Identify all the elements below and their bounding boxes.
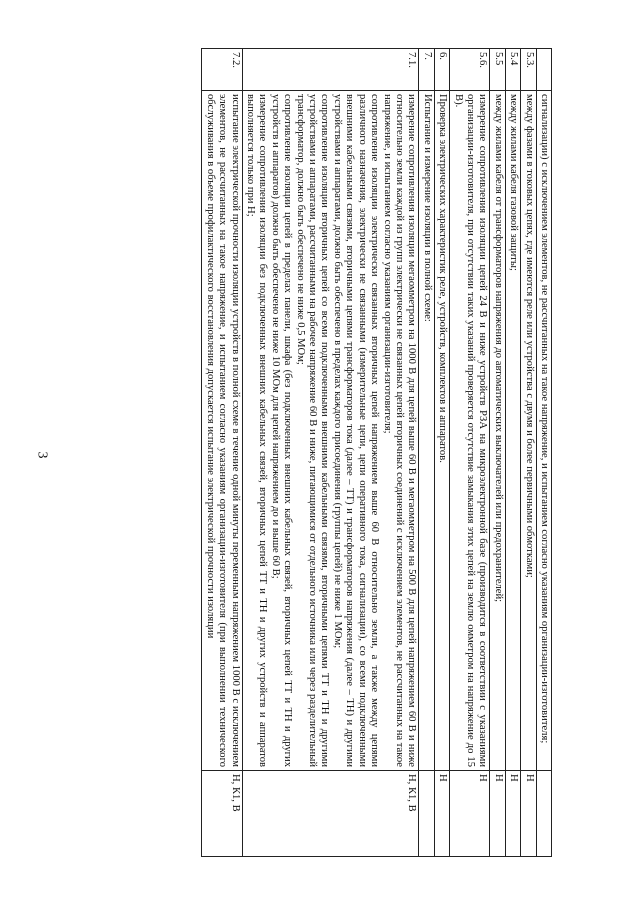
row-number-cell: 7. bbox=[419, 49, 434, 91]
table-row bbox=[202, 49, 242, 857]
row-mark-cell: Н bbox=[521, 771, 536, 857]
row-text-paragraph: измерение сопротивления изоляции мегаомметром на 1000 В для цепей выше 60 В и мегаомметром на 500 В для цепей напряжением 60 В и ниже относительно земли каждой из групп электрически не связанных цепей вторичных соединений с исключением элементов, не рассчитанных на такое напряжение, и испытанием согласно указаниям организации-изготовителя; bbox=[381, 94, 418, 767]
row-mark-cell: Н, К1, В bbox=[242, 771, 419, 857]
row-number-cell: 5.6. bbox=[450, 49, 490, 91]
table-row bbox=[490, 49, 505, 857]
table-row bbox=[419, 49, 434, 857]
row-text-paragraph: сигнализации) с исключением элементов, не рассчитанных на такое напряжение, и испытанием согласно указаниям организации-изготовителя; bbox=[539, 94, 550, 744]
row-number-cell: 6. bbox=[434, 49, 449, 91]
row-mark-cell: Н bbox=[434, 771, 449, 857]
row-text-paragraph: сопротивление изоляции вторичных цепей со всеми подключенными внешними кабельными связями, вторичными цепями ТТ и ТН и другими устройствами и аппаратами, рассчитанными на рабочее напряжение 60 В и ниже, питающимися от отдельного источника или через разделительный трансформатор, должно быть обеспечено не ниже 0,5 МОм; bbox=[294, 94, 331, 767]
row-number-cell: 5.3. bbox=[521, 49, 536, 91]
table-row bbox=[242, 49, 419, 857]
row-text-cell bbox=[242, 91, 419, 771]
table-row bbox=[450, 49, 490, 857]
table-body bbox=[202, 49, 552, 857]
rotated-table-container bbox=[72, 48, 552, 856]
row-mark-cell: Н bbox=[505, 771, 520, 857]
row-text-paragraph: Испытание и измерение изоляции в полной схеме: bbox=[421, 94, 433, 322]
row-text-paragraph: испытание электрической прочности изоляции устройств в полной схеме в течение одной минуты переменным напряжением 1000 В с исключением элементов, не рассчитанных на такое напряжение, и испытанием согласно указаниям организации-изготовителя (при выполнении технического обслуживания в объеме профилактического восстановления допускается испытание электрической прочности изоляции bbox=[204, 94, 241, 767]
row-number-cell: 7.2. bbox=[202, 49, 242, 91]
requirements-table bbox=[201, 48, 552, 857]
row-text-paragraph: между жилами кабеля газовой защиты; bbox=[508, 94, 520, 271]
row-mark-cell bbox=[536, 771, 551, 857]
page-number: 3 bbox=[34, 451, 50, 459]
row-text-cell bbox=[419, 91, 434, 771]
row-text-cell bbox=[536, 91, 551, 771]
row-text-paragraph: измерение сопротивления изоляции цепей 24 В и ниже устройств РЗА на микроэлектронной базе (производится в соответствии с указаниями организации-изготовителя, при отсутствии таких указаний проверяется отсутствие замыкания этих цепей на землю омметром на напряжение до 15 В). bbox=[452, 94, 489, 767]
row-text-paragraph: измерение сопротивления изоляции без подключенных внешних кабельных связей, вторичных цепей ТТ и ТН и других устройств и аппаратов выполняется только при Н; bbox=[245, 94, 269, 767]
row-text-paragraph: сопротивление изоляции цепей в пределах панели, шкафа (без подключенных внешних кабельных связей, вторичных цепей ТТ и ТН и других устройств и аппаратов) должно быть обеспечено не ниже 10 МОм для цепей напряжением до и выше 60 В; bbox=[269, 94, 294, 767]
row-text-cell bbox=[505, 91, 520, 771]
row-text-cell bbox=[490, 91, 505, 771]
row-text-cell bbox=[521, 91, 536, 771]
row-number-cell: 5.5 bbox=[490, 49, 505, 91]
row-text-paragraph: между жилами кабеля от трансформаторов напряжения до автоматических выключателей или предохранителей; bbox=[492, 94, 504, 603]
row-mark-cell: Н bbox=[450, 771, 490, 857]
table-row bbox=[521, 49, 536, 857]
row-text-cell bbox=[450, 91, 490, 771]
row-number-cell: 5.4 bbox=[505, 49, 520, 91]
row-number-cell: 7.1. bbox=[242, 49, 419, 91]
row-text-paragraph: между фазами в токовых цепях, где имеются реле или устройства с двумя и более первичными обмотками; bbox=[523, 94, 535, 578]
table-row bbox=[505, 49, 520, 857]
row-mark-cell: Н, К1, В bbox=[202, 771, 242, 857]
row-text-paragraph: Проверка электрических характеристик реле, устройств, комплектов и аппаратов. bbox=[437, 94, 449, 463]
row-mark-cell: Н bbox=[490, 771, 505, 857]
table-row bbox=[434, 49, 449, 857]
row-text-cell bbox=[202, 91, 242, 771]
row-text-paragraph: сопротивление изоляции электрически связанных вторичных цепей напряжением выше 60 В относительно земли, а также между цепями различного назначения, электрически не связанными (измерительные цепи, цепи оперативного тока, сигнализации), со всеми подключенными внешними кабельными связями, вторичными цепями трансформаторов тока (далее – ТТ) и трансформаторов напряжения (далее – ТН) и другими устройствами и аппаратами, должно быть обеспечено в пределах каждого присоединения (группы цепей) не ниже 1 МОм; bbox=[331, 94, 381, 767]
row-text-cell bbox=[434, 91, 449, 771]
row-mark-cell bbox=[419, 771, 434, 857]
row-number-cell bbox=[536, 49, 551, 91]
table-row bbox=[536, 49, 551, 857]
